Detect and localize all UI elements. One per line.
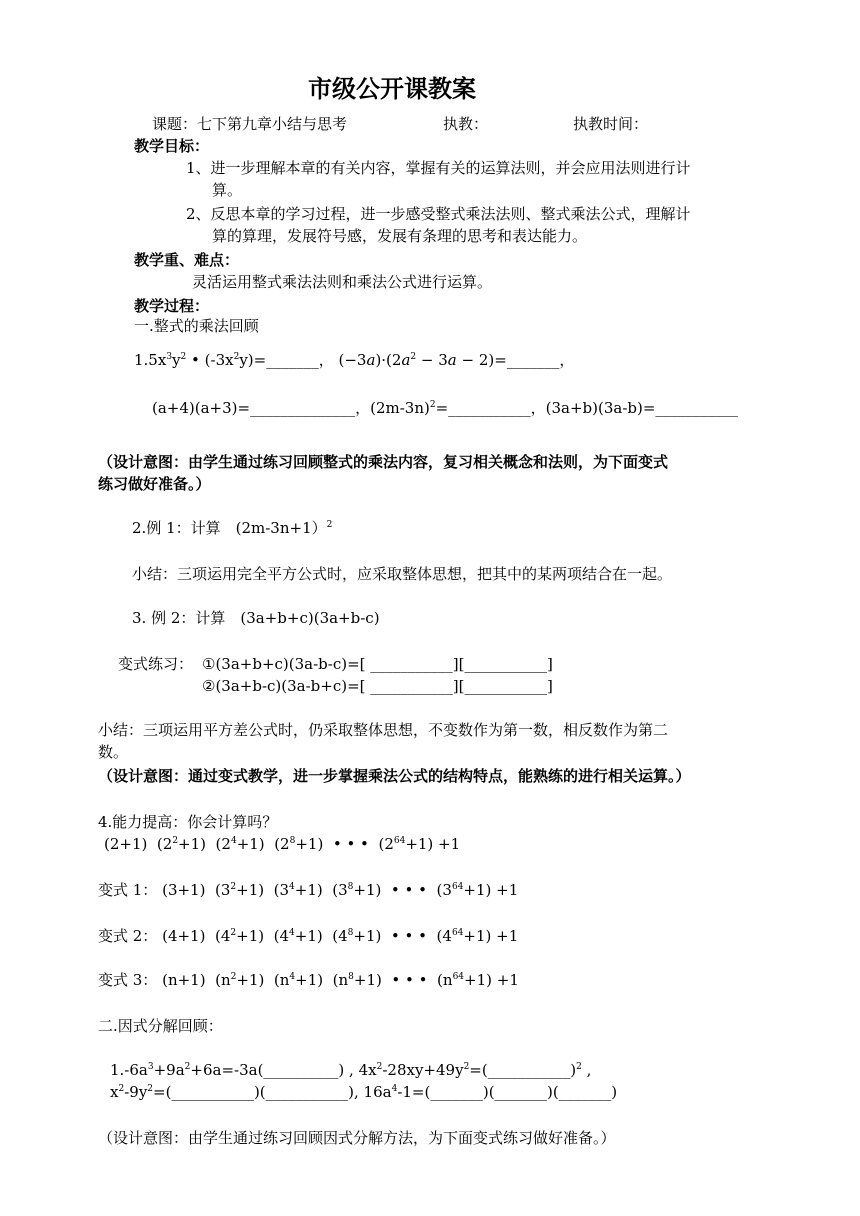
question-1-line-2: (a+4)(a+3)=______________，$(2m-3n)^2=\_\_\_\_\_\_\_\_\_\_\_$，(3a+b)(3a-b)=___________ [152, 399, 738, 417]
key-text: 灵活运用整式乘法法则和乘法公式进行运算。 [192, 273, 493, 291]
section-1-heading: 一.整式的乘法回顾 [134, 317, 259, 335]
example-1: 2.例 1：计算 (2m-3n+1）$^2$ [132, 519, 333, 537]
summary-2-line-1: 小结：三项运用平方差公式时，仍采取整体思想，不变数作为第一数，相反数作为第二 [98, 721, 669, 739]
variant-1-expression: 变式 1： (3+1) $(3^2+1)$ $(3^4+1)$ $(3^8+1)$ • • • $(3^{64}+1) +1$ [98, 881, 519, 899]
time-label: 执教时间： [573, 115, 649, 133]
summary-1: 小结：三项运用完全平方公式时，应采取整体思想，把其中的某两项结合在一起。 [132, 565, 673, 583]
goal-2-line-1: 2、反思本章的学习过程，进一步感受整式乘法法则、整式乘法公式，理解计 [186, 205, 691, 223]
design-intent-1-line-2: 练习做好准备。） [98, 475, 211, 493]
ability-heading: 4.能力提高：你会计算吗？ [98, 813, 278, 831]
variant-3-expression: 变式 3： (n+1) $(n^2+1)$ $(n^4+1)$ $(n^8+1)$ • • • $(n^{64}+1) +1$ [98, 971, 519, 989]
product-expression: $(-3a)\cdot(2a^2 - 3a - 2)$ [338, 351, 495, 369]
design-intent-2: （设计意图：通过变式教学，进一步掌握乘法公式的结构特点，能熟练的进行相关运算。） [98, 767, 691, 785]
factor-line-2: $x^2-9y^2=(\_\_\_\_\_\_\_\_\_\_\_)(\_\_\_\_\_\_\_\_\_\_\_)$, $16a^4-1=(\_\_\_\_\_\_\_)(\_\_\_\_\_\_\_)(\_\_\_\_\_\_\_)$ [110, 1083, 618, 1101]
goal-2-line-2: 算的算理，发展符号感，发展有条理的思考和表达能力。 [212, 227, 588, 245]
example-2: 3. 例 2：计算 (3a+b+c)(3a+b-c) [132, 609, 380, 627]
goal-1-line-2: 算。 [212, 181, 243, 199]
key-heading: 教学重、难点： [134, 251, 240, 269]
goal-1-line-1: 1、进一步理解本章的有关内容，掌握有关的运算法则，并会应用法则进行计 [186, 159, 691, 177]
goals-heading: 教学目标： [134, 137, 210, 155]
design-intent-1-line-1: （设计意图：由学生通过练习回顾整式的乘法内容，复习相关概念和法则，为下面变式 [98, 453, 669, 471]
teacher-label: 执教： [443, 115, 489, 133]
variant-2-expression: 变式 2： (4+1) $(4^2+1)$ $(4^4+1)$ $(4^8+1)$ • • • $(4^{64}+1) +1$ [98, 927, 519, 945]
section-2-heading: 二.因式分解回顾： [98, 1017, 223, 1035]
ability-main-expression: (2+1) $(2^2+1)$ $(2^4+1)$ $(2^8+1)$ • • • $(2^{64}+1) +1$ [104, 835, 461, 853]
variants-label: 变式练习： [118, 655, 194, 673]
factor-line-1: $1.-6a^3+9a^2+6a=-3a(\_\_\_\_\_\_\_\_\_\_)$ , $4x^2-28xy+49y^2=(\_\_\_\_\_\_\_\_\_\_\_)^2$ , [110, 1061, 592, 1079]
design-intent-3: （设计意图：由学生通过练习回顾因式分解方法，为下面变式练习做好准备。） [98, 1129, 616, 1147]
variant-line-2: ②(3a+b-c)(3a-b+c)=[ ___________][___________] [202, 677, 553, 695]
summary-2-line-2: 数。 [98, 743, 129, 761]
variant-line-1: ①(3a+b+c)(3a-b-c)=[ ___________][___________] [202, 655, 553, 673]
question-1-line-1: $1.5x^3y^2$ • $(-3x^2y)=\_\_\_\_\_\_\_$， $(-3a)\cdot(2a^2 - 3a$ − 2)=_______， [134, 351, 575, 369]
process-heading: 教学过程： [134, 297, 210, 315]
topic-label: 课题：七下第九章小结与思考 [152, 115, 348, 133]
page-title: 市级公开课教案 [308, 74, 476, 103]
